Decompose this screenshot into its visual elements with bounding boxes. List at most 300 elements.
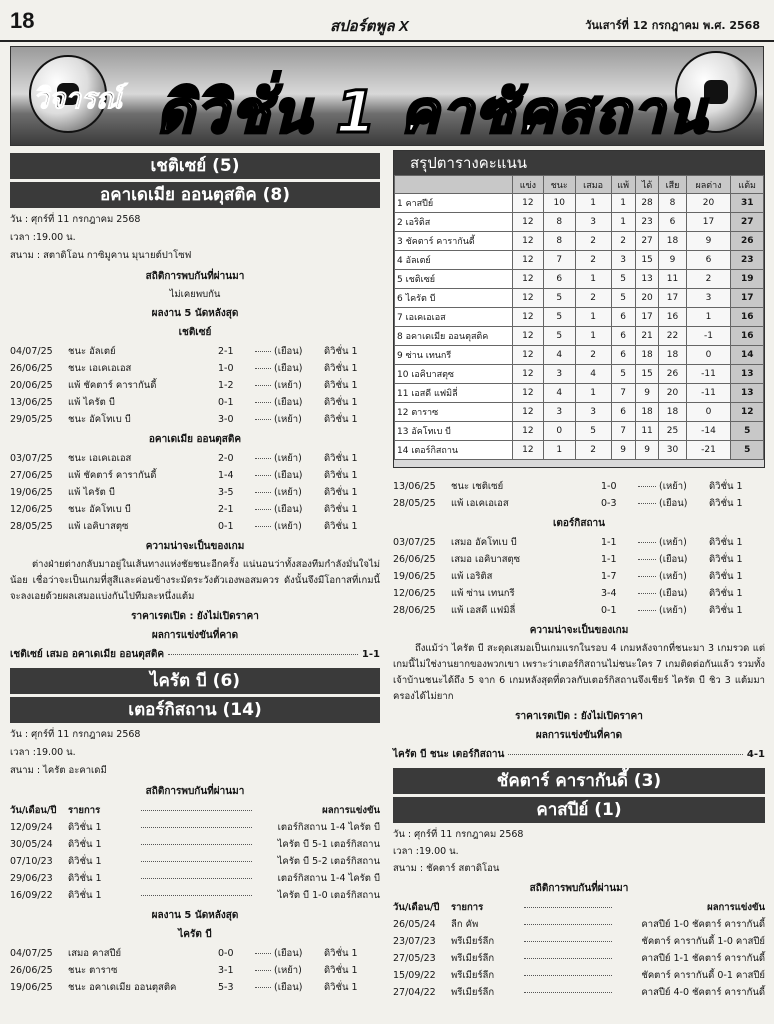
form-result: ชนะ ตาราซ xyxy=(68,965,118,976)
h2h-competition: ดิวิชั่น 1 xyxy=(68,822,102,833)
h2h-result: เตอร์กิสถาน 1-4 ไครัต บี xyxy=(277,873,380,884)
standings-col-header: เสมอ xyxy=(575,176,611,194)
standings-cell: 8 xyxy=(543,232,575,251)
form-venue: (เยือน) xyxy=(659,588,688,599)
form-row xyxy=(10,343,380,360)
form-score: 5-3 xyxy=(218,982,234,993)
form-league: ดิวิชั่น 1 xyxy=(324,397,358,408)
h2h-competition: ลีก คัพ xyxy=(451,919,479,930)
standings-col-header: ผลต่าง xyxy=(686,176,731,194)
standings-cell: 12 xyxy=(513,308,544,327)
standings-cell: 18 xyxy=(659,232,686,251)
standings-cell: 3 xyxy=(543,365,575,384)
standings-cell: 1 xyxy=(686,308,731,327)
h2h-row xyxy=(393,916,765,933)
form-league: ดิวิชั่น 1 xyxy=(324,948,358,959)
match2-form-title: ผลงาน 5 นัดหลังสุด xyxy=(151,910,239,921)
standings-cell: -21 xyxy=(686,441,731,460)
standings-row xyxy=(395,270,764,289)
standings-cell: 9 xyxy=(635,441,659,460)
match2-away-bar: เตอร์กิสถาน (14) xyxy=(10,697,380,723)
standings-cell: 1 xyxy=(611,194,635,213)
standings-cell: 12 xyxy=(513,251,544,270)
form-league: ดิวิชั่น 1 xyxy=(324,363,358,374)
standings-points: 17 xyxy=(731,289,764,308)
match2-home-name: ไครัต บี xyxy=(178,929,212,940)
standings-row xyxy=(395,289,764,308)
h2h-date: 26/05/24 xyxy=(393,919,436,930)
h2h-result: คาสปีย์ 1-0 ชัคตาร์ คารากันดี้ xyxy=(641,919,765,930)
standings-points: 13 xyxy=(731,365,764,384)
standings-cell: 13 xyxy=(635,270,659,289)
standings-team: 3 ชัคตาร์ คารากันดี้ xyxy=(395,232,513,251)
h2h-row xyxy=(10,870,380,887)
form-league: ดิวิชั่น 1 xyxy=(709,481,743,492)
h2h-competition: พรีเมียร์ลีก xyxy=(451,987,495,998)
standings-cell: 12 xyxy=(513,232,544,251)
form-row xyxy=(393,551,765,568)
h2h-result: คาสปีย์ 4-0 ชัคตาร์ คารากันดี้ xyxy=(641,987,765,998)
standings-cell: 16 xyxy=(659,308,686,327)
standings-cell: -11 xyxy=(686,384,731,403)
form-row xyxy=(10,360,380,377)
match2-price: ราคาเรตเปิด : ยังไม่เปิดราคา xyxy=(515,711,643,722)
standings-cell: 26 xyxy=(659,365,686,384)
form-league: ดิวิชั่น 1 xyxy=(324,453,358,464)
form-row xyxy=(393,585,765,602)
form-venue: (เหย้า) xyxy=(274,965,302,976)
standings-team: 8 อคาเดเมีย ออนตุสติค xyxy=(395,327,513,346)
h2h-competition: ดิวิชั่น 1 xyxy=(68,856,102,867)
form-row xyxy=(393,568,765,585)
form-score: 1-0 xyxy=(601,481,617,492)
page-number: 18 xyxy=(10,8,35,33)
form-league: ดิวิชั่น 1 xyxy=(324,487,358,498)
standings-col-header: แพ้ xyxy=(611,176,635,194)
h2h-row xyxy=(10,887,380,904)
form-date: 03/07/25 xyxy=(10,453,53,464)
standings-cell: 8 xyxy=(659,194,686,213)
standings-cell: 18 xyxy=(659,403,686,422)
form-league: ดิวิชั่น 1 xyxy=(324,346,358,357)
standings-points: 5 xyxy=(731,422,764,441)
form-score: 0-1 xyxy=(601,605,617,616)
standings-cell: 11 xyxy=(659,270,686,289)
standings-cell: 3 xyxy=(686,289,731,308)
standings-cell: 1 xyxy=(575,384,611,403)
match3-time: เวลา :19.00 น. xyxy=(393,846,459,857)
h2h-date: 30/05/24 xyxy=(10,839,53,850)
match1-predict-score: 1-1 xyxy=(361,648,380,660)
form-venue: (เยือน) xyxy=(274,363,303,374)
standings-points: 27 xyxy=(731,213,764,232)
standings-row xyxy=(395,308,764,327)
form-date: 13/06/25 xyxy=(393,481,436,492)
form-date: 26/06/25 xyxy=(10,965,53,976)
form-date: 29/05/25 xyxy=(10,414,53,425)
form-row xyxy=(10,945,380,962)
standings-cell: -1 xyxy=(686,327,731,346)
standings-points: 19 xyxy=(731,270,764,289)
h2h-row xyxy=(10,819,380,836)
form-result: ชนะ อัลเตย์ xyxy=(68,346,116,357)
form-score: 1-1 xyxy=(601,554,617,565)
form-league: ดิวิชั่น 1 xyxy=(324,470,358,481)
standings-cell: 12 xyxy=(513,403,544,422)
standings-col-header: เสีย xyxy=(659,176,686,194)
form-row xyxy=(10,411,380,428)
standings-cell: -14 xyxy=(686,422,731,441)
form-result: ชนะ อัคโทเบ บี xyxy=(68,414,131,425)
match2-predict-title: ผลการแข่งขันที่คาด xyxy=(535,730,623,741)
h2h-date: 07/10/23 xyxy=(10,856,53,867)
match2-h2h-header: วัน/เดือน/ปี รายการ ผลการแข่งขัน xyxy=(10,805,380,816)
form-score: 1-7 xyxy=(601,571,617,582)
standings-cell: 1 xyxy=(575,194,611,213)
standings-cell: 4 xyxy=(543,384,575,403)
standings-cell: 4 xyxy=(575,365,611,384)
form-date: 28/05/25 xyxy=(10,521,53,532)
form-result: ชนะ เอเคเอเอส xyxy=(68,453,132,464)
standings-row xyxy=(395,422,764,441)
form-date: 26/06/25 xyxy=(393,554,436,565)
form-venue: (เยือน) xyxy=(659,554,688,565)
h2h-result: คาสปีย์ 1-1 ชัคตาร์ คารากันดี้ xyxy=(641,953,765,964)
h2h-date: 27/05/23 xyxy=(393,953,436,964)
standings-cell: 28 xyxy=(635,194,659,213)
h2h-date: 27/04/22 xyxy=(393,987,436,998)
match2-home-bar: ไครัต บี (6) xyxy=(10,668,380,694)
form-score: 1-1 xyxy=(601,537,617,548)
form-date: 12/06/25 xyxy=(10,504,53,515)
standings-points: 23 xyxy=(731,251,764,270)
standings-team: 2 เอริติส xyxy=(395,213,513,232)
standings-cell: 18 xyxy=(635,346,659,365)
standings-cell: 23 xyxy=(635,213,659,232)
standings-points: 12 xyxy=(731,403,764,422)
form-venue: (เยือน) xyxy=(274,982,303,993)
standings-cell: 6 xyxy=(543,270,575,289)
form-date: 19/06/25 xyxy=(10,982,53,993)
standings-cell: 3 xyxy=(575,213,611,232)
form-league: ดิวิชั่น 1 xyxy=(324,414,358,425)
form-result: เสมอ เอคิบาสตุซ xyxy=(451,554,521,565)
standings-points: 26 xyxy=(731,232,764,251)
form-row xyxy=(10,394,380,411)
match2-h2h-list xyxy=(10,819,380,904)
form-league: ดิวิชั่น 1 xyxy=(709,605,743,616)
form-league: ดิวิชั่น 1 xyxy=(709,554,743,565)
form-league: ดิวิชั่น 1 xyxy=(709,588,743,599)
standings-cell: 12 xyxy=(513,194,544,213)
standings-cell: 12 xyxy=(513,441,544,460)
standings-cell: 3 xyxy=(611,251,635,270)
match1-chance-text: ต่างฝ่ายต่างกลับมาอยู่ในเส้นทางแห่งชัยชนะอีกครั้ง แน่นอนว่าทั้งสองทีมกำลังมั่นใจไม่น้อย เชื่อว่าจะเป็นเกมที่สูสีและค่อนข้างระมัดระวังตัวเองพอสมควร ดังนั้นจึงมีโอกาสที่เกมนี้จะลงเอยด้วยผลเสมอแบ่งกันไปทีมละหนึ่งแต้ม xyxy=(10,559,380,602)
standings-cell: 5 xyxy=(611,365,635,384)
standings-cell: 1 xyxy=(575,270,611,289)
masthead-logo: สปอร์ตพูล X xyxy=(330,18,409,35)
standings-cell: 12 xyxy=(513,327,544,346)
form-row xyxy=(393,602,765,619)
form-score: 3-5 xyxy=(218,487,234,498)
h2h-row xyxy=(393,984,765,1001)
h2h-row xyxy=(393,967,765,984)
h2h-result: ไครัต บี 5-1 เตอร์กิสถาน xyxy=(277,839,380,850)
standings-team: 12 ตาราซ xyxy=(395,403,513,422)
standings-points: 16 xyxy=(731,308,764,327)
form-score: 0-0 xyxy=(218,948,234,959)
form-result: ชนะ เชติเซย์ xyxy=(451,481,504,492)
form-result: แพ้ เอสดี แฟมิลี่ xyxy=(451,605,516,616)
form-date: 19/06/25 xyxy=(393,571,436,582)
form-row xyxy=(393,478,765,495)
standings-team: 13 อัคโทเบ บี xyxy=(395,422,513,441)
standings-cell: 5 xyxy=(611,289,635,308)
left-column xyxy=(10,150,380,996)
form-date: 19/06/25 xyxy=(10,487,53,498)
form-date: 12/06/25 xyxy=(393,588,436,599)
form-row xyxy=(10,467,380,484)
standings-cell: 2 xyxy=(575,232,611,251)
form-venue: (เหย้า) xyxy=(659,481,687,492)
standings-cell: -11 xyxy=(686,365,731,384)
standings-cell: 17 xyxy=(635,308,659,327)
h2h-result: ชัคตาร์ คารากันดี้ 0-1 คาสปีย์ xyxy=(641,970,765,981)
form-score: 1-4 xyxy=(218,470,234,481)
match1-away-form xyxy=(10,450,380,535)
h2h-row xyxy=(10,836,380,853)
standings-cell: 5 xyxy=(543,327,575,346)
match1-price: ราคาเรตเปิด : ยังไม่เปิดราคา xyxy=(131,611,259,622)
match3-away-bar: คาสปีย์ (1) xyxy=(393,797,765,823)
standings-cell: 15 xyxy=(635,251,659,270)
standings-cell: 2 xyxy=(575,441,611,460)
h2h-row xyxy=(10,853,380,870)
match3-h2h-header: วัน/เดือน/ปี รายการ ผลการแข่งขัน xyxy=(393,902,765,913)
form-result: แพ้ ซ่าน เทนกรี xyxy=(451,588,515,599)
match1-away-name: อคาเดเมีย ออนตุสติค xyxy=(148,434,242,445)
standings-cell: 20 xyxy=(686,194,731,213)
form-score: 0-1 xyxy=(218,521,234,532)
match1-home-form xyxy=(10,343,380,428)
standings-cell: 9 xyxy=(659,251,686,270)
form-row xyxy=(10,450,380,467)
right-column xyxy=(393,478,765,1001)
form-league: ดิวิชั่น 1 xyxy=(709,498,743,509)
form-venue: (เยือน) xyxy=(659,498,688,509)
standings-cell: 3 xyxy=(575,403,611,422)
form-venue: (เหย้า) xyxy=(274,521,302,532)
standings-team: 5 เชติเซย์ xyxy=(395,270,513,289)
form-result: ชนะ อัคโทเบ บี xyxy=(68,504,131,515)
form-date: 04/07/25 xyxy=(10,346,53,357)
standings-row xyxy=(395,327,764,346)
standings-cell: 10 xyxy=(543,194,575,213)
standings-row xyxy=(395,384,764,403)
match1-h2h-none: ไม่เคยพบกัน xyxy=(169,289,221,300)
standings-cell: 12 xyxy=(513,346,544,365)
h2h-competition: พรีเมียร์ลีก xyxy=(451,936,495,947)
form-venue: (เหย้า) xyxy=(274,380,302,391)
match2-predict-score: 4-1 xyxy=(746,748,765,760)
standings-cell: 1 xyxy=(611,213,635,232)
match2-chance-title: ความน่าจะเป็นของเกม xyxy=(529,625,629,636)
match3-h2h-title: สถิติการพบกันที่ผ่านมา xyxy=(529,883,629,894)
form-result: แพ้ เอริติส xyxy=(451,571,493,582)
match2-away-name: เตอร์กิสถาน xyxy=(553,518,605,529)
standings-cell: 3 xyxy=(543,403,575,422)
standings-cell: 5 xyxy=(543,289,575,308)
banner-title: ดิวิชั่น 1 คาซัคสถาน xyxy=(156,78,709,146)
match2-home-form-left xyxy=(10,945,380,996)
standings-cell: 1 xyxy=(543,441,575,460)
form-result: แพ้ เอเคเอเอส xyxy=(451,498,509,509)
h2h-date: 29/06/23 xyxy=(10,873,53,884)
standings-team-header xyxy=(395,176,513,194)
standings-team: 1 คาสปีย์ xyxy=(395,194,513,213)
standings-team: 7 เอเคเอเอส xyxy=(395,308,513,327)
match2-predict-text: ไครัต บี ชนะ เตอร์กิสถาน xyxy=(393,748,505,760)
h2h-date: 23/07/23 xyxy=(393,936,436,947)
match3-stadium: สนาม : ชัคตาร์ สตาดิโอน xyxy=(393,863,500,874)
form-venue: (เยือน) xyxy=(274,504,303,515)
standings-cell: 11 xyxy=(635,422,659,441)
form-score: 2-1 xyxy=(218,346,234,357)
page-header xyxy=(0,0,774,42)
standings-col-header: แต้ม xyxy=(731,176,764,194)
standings-cell: 1 xyxy=(575,308,611,327)
standings-cell: 5 xyxy=(575,422,611,441)
match2-day: วัน : ศุกร์ที่ 11 กรกฎาคม 2568 xyxy=(10,729,141,740)
form-date: 04/07/25 xyxy=(10,948,53,959)
form-score: 2-1 xyxy=(218,504,234,515)
standings-team: 11 เอสดี แฟมิลี่ xyxy=(395,384,513,403)
standings-cell: 22 xyxy=(659,327,686,346)
standings-cell: 6 xyxy=(659,213,686,232)
form-row xyxy=(10,962,380,979)
standings-row xyxy=(395,232,764,251)
standings-cell: 7 xyxy=(543,251,575,270)
form-date: 20/06/25 xyxy=(10,380,53,391)
standings-cell: 2 xyxy=(575,346,611,365)
form-date: 28/06/25 xyxy=(393,605,436,616)
form-venue: (เหย้า) xyxy=(274,487,302,498)
match2-prediction xyxy=(393,746,765,762)
form-league: ดิวิชั่น 1 xyxy=(324,521,358,532)
form-league: ดิวิชั่น 1 xyxy=(324,380,358,391)
h2h-date: 15/09/22 xyxy=(393,970,436,981)
standings-row xyxy=(395,441,764,460)
section-banner xyxy=(10,46,764,146)
form-date: 27/06/25 xyxy=(10,470,53,481)
standings-row xyxy=(395,403,764,422)
standings-cell: 5 xyxy=(611,270,635,289)
h2h-date: 16/09/22 xyxy=(10,890,53,901)
h2h-result: เตอร์กิสถาน 1-4 ไครัต บี xyxy=(277,822,380,833)
match2-time: เวลา :19.00 น. xyxy=(10,747,76,758)
match1-prediction xyxy=(10,646,380,662)
standings-cell: 4 xyxy=(543,346,575,365)
form-league: ดิวิชั่น 1 xyxy=(324,982,358,993)
form-result: ชนะ อคาเดเมีย ออนตุสติค xyxy=(68,982,177,993)
h2h-competition: พรีเมียร์ลีก xyxy=(451,970,495,981)
standings-cell: 12 xyxy=(513,213,544,232)
form-venue: (เหย้า) xyxy=(659,605,687,616)
match1-home-bar: เชติเซย์ (5) xyxy=(10,153,380,179)
match1-away-bar: อคาเดเมีย ออนตุสติค (8) xyxy=(10,182,380,208)
form-venue: (เหย้า) xyxy=(659,571,687,582)
match1-h2h-title: สถิติการพบกันที่ผ่านมา xyxy=(145,271,245,282)
standings-cell: 9 xyxy=(611,441,635,460)
standings-cell: 2 xyxy=(575,251,611,270)
standings-points: 13 xyxy=(731,384,764,403)
standings-cell: 6 xyxy=(611,403,635,422)
form-row xyxy=(393,534,765,551)
match1-predict-title: ผลการแข่งขันที่คาด xyxy=(151,630,239,641)
standings-row xyxy=(395,213,764,232)
standings-team: 10 เอคิบาสตุซ xyxy=(395,365,513,384)
standings-row xyxy=(395,365,764,384)
form-venue: (เยือน) xyxy=(274,397,303,408)
standings-cell: 12 xyxy=(513,289,544,308)
form-result: แพ้ เอคิบาสตุซ xyxy=(68,521,129,532)
form-score: 0-3 xyxy=(601,498,617,509)
standings-cell: 6 xyxy=(611,308,635,327)
h2h-row xyxy=(393,950,765,967)
h2h-result: ไครัต บี 1-0 เตอร์กิสถาน xyxy=(277,890,380,901)
form-result: แพ้ ไครัต บี xyxy=(68,487,115,498)
form-venue: (เหย้า) xyxy=(274,453,302,464)
form-score: 3-4 xyxy=(601,588,617,599)
standings-cell: 27 xyxy=(635,232,659,251)
standings-cell: 9 xyxy=(686,232,731,251)
form-result: ชนะ เอเคเอเอส xyxy=(68,363,132,374)
h2h-competition: พรีเมียร์ลีก xyxy=(451,953,495,964)
standings-col-header: ชนะ xyxy=(543,176,575,194)
form-score: 2-0 xyxy=(218,453,234,464)
standings-row xyxy=(395,194,764,213)
match1-time: เวลา :19.00 น. xyxy=(10,232,76,243)
match3-day: วัน : ศุกร์ที่ 11 กรกฎาคม 2568 xyxy=(393,829,524,840)
form-score: 3-1 xyxy=(218,965,234,976)
standings-col-header: แข่ง xyxy=(513,176,544,194)
form-result: แพ้ ไครัต บี xyxy=(68,397,115,408)
banner-subtitle: วิจารณ์ xyxy=(33,82,122,115)
form-result: แพ้ ชัคตาร์ คารากันดี้ xyxy=(68,470,157,481)
form-result: เสมอ คาสปีย์ xyxy=(68,948,122,959)
form-score: 0-1 xyxy=(218,397,234,408)
standings-cell: 5 xyxy=(543,308,575,327)
form-league: ดิวิชั่น 1 xyxy=(324,965,358,976)
standings-team: 14 เตอร์กิสถาน xyxy=(395,441,513,460)
standings-cell: 0 xyxy=(686,403,731,422)
h2h-row xyxy=(393,933,765,950)
form-league: ดิวิชั่น 1 xyxy=(709,537,743,548)
h2h-competition: ดิวิชั่น 1 xyxy=(68,839,102,850)
match1-day: วัน : ศุกร์ที่ 11 กรกฎาคม 2568 xyxy=(10,214,141,225)
match2-away-form xyxy=(393,534,765,619)
standings-cell: 12 xyxy=(513,365,544,384)
standings-cell: 6 xyxy=(611,346,635,365)
standings-cell: 30 xyxy=(659,441,686,460)
standings-cell: 0 xyxy=(686,346,731,365)
match3-h2h-list xyxy=(393,916,765,1001)
h2h-competition: ดิวิชั่น 1 xyxy=(68,873,102,884)
match1-predict-text: เชติเซย์ เสมอ อคาเดเมีย ออนตุสติค xyxy=(10,648,165,660)
form-score: 1-0 xyxy=(218,363,234,374)
standings-cell: 20 xyxy=(659,384,686,403)
standings-cell: 8 xyxy=(543,213,575,232)
